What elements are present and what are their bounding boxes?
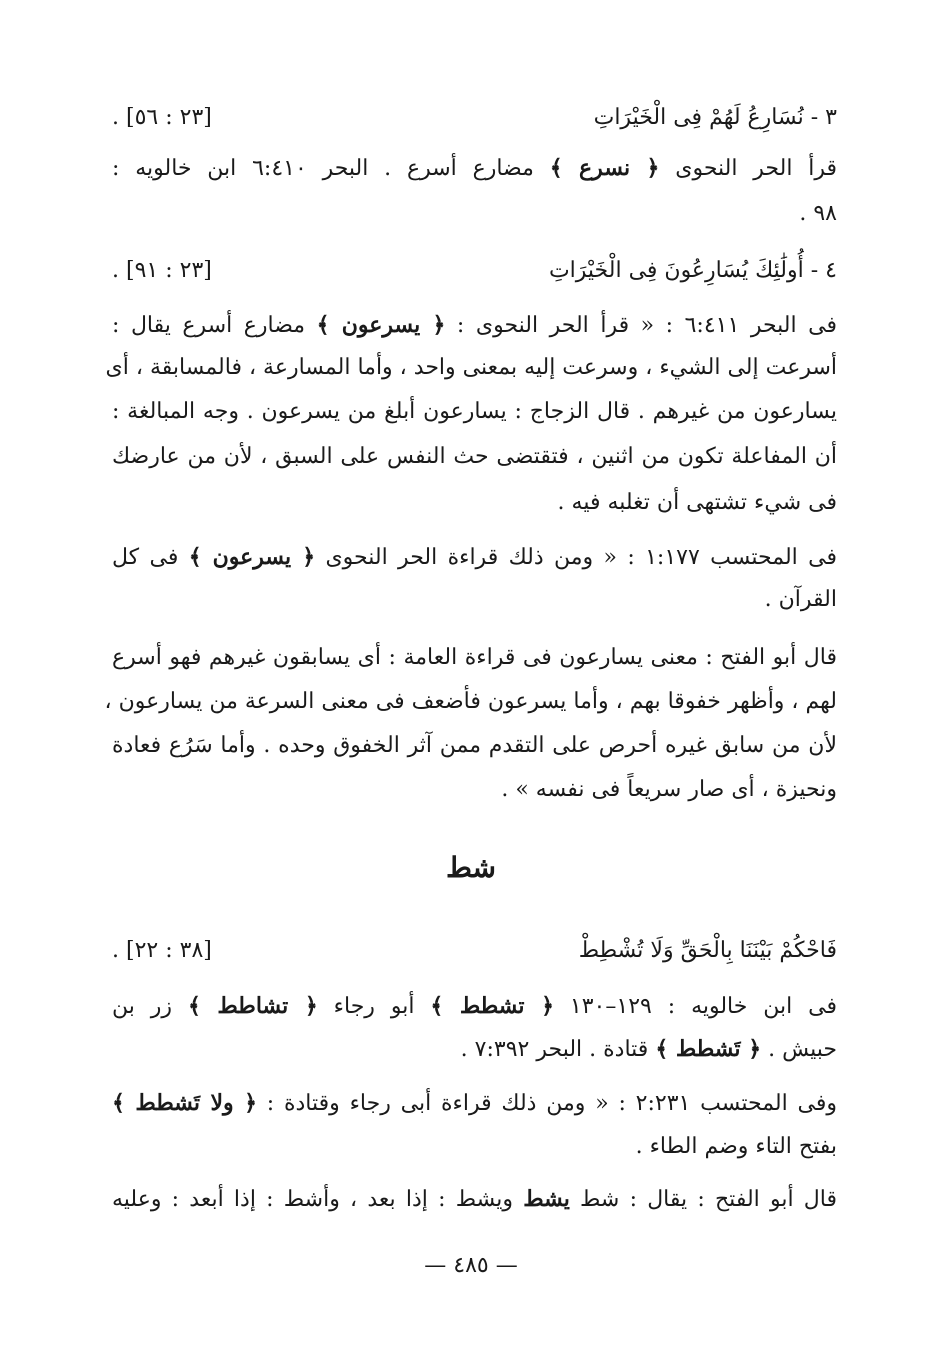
text-span: مضارع أسرع . البحر ٦:٤١٠ ابن خالويه : [112,156,550,181]
verse-reference: [٣٨ : ٢٢] . [112,938,212,963]
text-line [112,539,837,576]
page-number: — ٤٨٥ — [424,1253,518,1278]
quran-verse: ٤ - أُولَٰئِكَ يُسَارِعُونَ فِى الْخَيْرَاتِ [548,258,837,283]
text-span: زر بن [112,994,188,1019]
reading-word: ﴿ يسرعون ﴾ [188,544,316,570]
text-span: قتادة . البحر ٧:٣٩٢ . [460,1037,656,1062]
text-span: قرأ الحر النحوى [659,156,837,181]
text-line: أن المفاعلة تكون من اثنين ، فتقتضى حث النفس على السبق ، لأن من عارضك [112,444,837,469]
text-line [112,988,837,1025]
reading-word: ﴿ ولا تَشطط ﴾ [112,1090,257,1116]
text-line: ونحيزة ، أى صار سريعاً فى نفسه » . [501,777,837,802]
section-heading: شط [445,851,497,884]
text-span: فى البحر ٦:٤١١ : « قرأ الحر النحوى : [445,313,838,338]
verse-reference: [٢٣ : ٥٦] . [112,105,212,130]
text-line: بفتح التاء وضم الطاء . [635,1134,837,1159]
text-span: فى المحتسب ١:١٧٧ : « ومن ذلك قراءة الحر النحوى [315,545,837,570]
reading-word: ﴿ تَشطط ﴾ [655,1036,762,1062]
text-span: فى ابن خالويه : ١٢٩–١٣٠ [554,994,838,1019]
text-span: فى كل [112,545,189,570]
reading-word: ﴿ يسرعون ﴾ [316,312,446,338]
text-line: لهم ، وأظهر خفوقا بهم ، وأما يسرعون فأضعف فى معنى السرعة من يسارعون ، [104,689,837,714]
text-line: يسارعون من غيرهم . قال الزجاج : يسارعون أبلغ من يسرعون . وجه المبالغة : [112,399,837,424]
text-line: ٩٨ . [799,201,837,226]
text-line [112,150,837,187]
text-line: القرآن . [764,587,837,612]
text-line: أسرعت إلى الشيء ، وسرعت إليه بمعنى واحد ، وأما المسارعة ، فالمسابقة ، أى [105,355,837,380]
text-span: وفى المحتسب ٢:٢٣١ : « ومن ذلك قراءة أبى رجاء وقتادة : [257,1091,837,1116]
reading-word: ﴿ تشاطط ﴾ [187,993,318,1019]
quran-verse: ٣ - نُسَارِعُ لَهُمْ فِى الْخَيْرَاتِ [593,105,837,130]
text-span: مضارع أسرع يقال : [112,313,317,338]
text-line [112,1181,837,1218]
text-span: قال أبو الفتح : يقال : شط [569,1187,837,1212]
verse-line [112,253,837,289]
text-span: أبو رجاء [317,994,431,1019]
verse-line [112,100,837,136]
verse-reference: [٢٣ : ٩١] . [112,258,212,283]
text-line: لأن من سابق غيره أحرص على التقدم ممن آثر الخفوق وحده . وأما سَرُع فعادة [112,733,837,758]
text-line [112,307,837,344]
text-span: ويشط : إذا بعد ، وأشط : إذا أبعد : وعليه [112,1187,524,1212]
text-span: حبيش . [761,1037,837,1062]
text-line [112,1031,837,1068]
verse-line [112,933,837,969]
quran-verse: فَاحْكُمْ بَيْنَنَا بِالْحَقِّ وَلَا تُشْطِطْ [578,938,837,963]
reading-word: ﴿ تشطط ﴾ [430,993,554,1019]
reading-word: ﴿ نسرع ﴾ [549,155,660,181]
text-line: قال أبو الفتح : معنى يسارعون فى قراءة العامة : أى يسابقون غيرهم فهو أسرع [112,645,837,670]
reading-word: يشط [523,1186,570,1212]
text-line [112,1085,837,1122]
text-line: فى شيء تشتهى أن تغلبه فيه . [557,490,837,515]
